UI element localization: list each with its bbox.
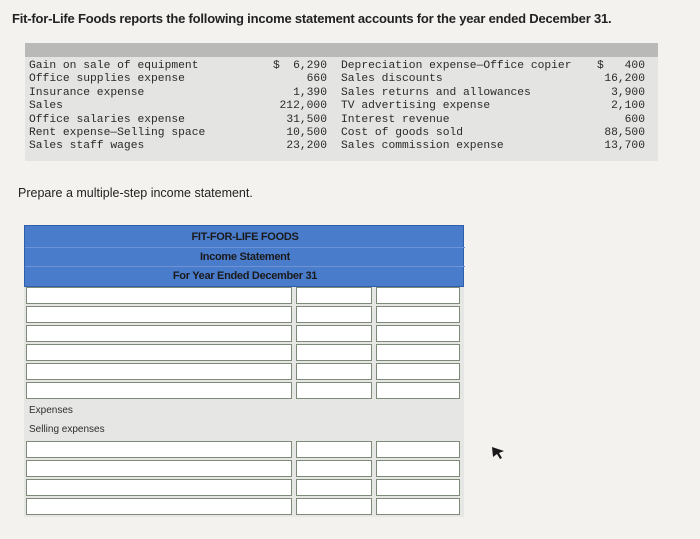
panel-top-bar [25, 43, 658, 57]
statement-row [24, 382, 464, 401]
total-input[interactable] [376, 479, 460, 496]
account-value: 212,000 [279, 100, 327, 113]
account-input[interactable] [26, 479, 292, 496]
statement-row [24, 498, 464, 517]
account-name: Sales returns and allowances [341, 86, 531, 99]
header-divider [25, 266, 465, 267]
left-account-names [29, 60, 205, 154]
instruction-text: Prepare a multiple-step income statement. [18, 186, 253, 200]
account-value: 600 [624, 113, 645, 126]
amount-input[interactable] [296, 441, 372, 458]
amount-input[interactable] [296, 479, 372, 496]
account-value: 1,390 [293, 86, 327, 99]
total-input[interactable] [376, 382, 460, 399]
account-name: Rent expense—Selling space [29, 127, 206, 140]
account-data-panel [25, 43, 658, 161]
account-input[interactable] [26, 498, 292, 515]
amount-input[interactable] [296, 344, 372, 361]
account-name: Sales discounts [341, 73, 443, 86]
statement-row [24, 344, 464, 363]
statement-header [24, 225, 464, 287]
company-name: FIT-FOR-LIFE FOODS [191, 231, 299, 243]
account-name: Depreciation expense—Office copier [341, 60, 572, 72]
statement-row [24, 479, 464, 498]
amount-input[interactable] [296, 382, 372, 399]
account-input[interactable] [26, 382, 292, 399]
account-name: Office salaries expense [29, 113, 185, 126]
mouse-cursor-icon [492, 447, 508, 461]
right-account-values [585, 60, 645, 154]
account-input[interactable] [26, 287, 292, 304]
selling-expenses-label: Selling expenses [29, 424, 105, 435]
account-value: 16,200 [604, 73, 645, 86]
question-text: Fit-for-Life Foods reports the following income statement accounts for the year ended December 31. [12, 11, 612, 26]
account-input[interactable] [26, 306, 292, 323]
header-divider [25, 247, 465, 248]
total-input[interactable] [376, 498, 460, 515]
statement-row [24, 287, 464, 306]
account-name: Gain on sale of equipment [29, 60, 199, 72]
account-name: Interest revenue [341, 113, 450, 126]
right-account-names [341, 60, 572, 154]
account-name: Cost of goods sold [341, 127, 464, 140]
account-name: Insurance expense [29, 86, 145, 99]
account-input[interactable] [26, 441, 292, 458]
account-value: 23,200 [286, 140, 327, 153]
statement-title: Income Statement [200, 251, 290, 263]
account-name: Office supplies expense [29, 73, 185, 86]
account-value: 3,900 [611, 86, 645, 99]
statement-row [24, 325, 464, 344]
total-input[interactable] [376, 344, 460, 361]
statement-row [24, 306, 464, 325]
account-value: 88,500 [604, 127, 645, 140]
account-name: Sales commission expense [341, 140, 504, 153]
account-input[interactable] [26, 344, 292, 361]
total-input[interactable] [376, 441, 460, 458]
amount-input[interactable] [296, 306, 372, 323]
account-name: TV advertising expense [341, 100, 491, 113]
account-value: 31,500 [286, 113, 327, 126]
dollar-sign-left: $ [273, 60, 280, 72]
statement-row [24, 363, 464, 382]
account-input[interactable] [26, 363, 292, 380]
account-input[interactable] [26, 325, 292, 342]
account-value: 6,290 [293, 60, 327, 72]
account-value: 2,100 [611, 100, 645, 113]
account-value: 400 [624, 60, 645, 72]
amount-input[interactable] [296, 363, 372, 380]
total-input[interactable] [376, 287, 460, 304]
income-statement-form [24, 225, 464, 517]
dollar-sign-right: $ [597, 60, 604, 72]
total-input[interactable] [376, 325, 460, 342]
account-value: 13,700 [604, 140, 645, 153]
expenses-label: Expenses [29, 405, 73, 416]
amount-input[interactable] [296, 287, 372, 304]
account-value: 660 [306, 73, 327, 86]
total-input[interactable] [376, 363, 460, 380]
account-name: Sales staff wages [29, 140, 145, 153]
account-name: Sales [29, 100, 63, 113]
account-input[interactable] [26, 460, 292, 477]
statement-period: For Year Ended December 31 [172, 270, 318, 282]
statement-row [24, 460, 464, 479]
account-value: 10,500 [286, 127, 327, 140]
total-input[interactable] [376, 460, 460, 477]
total-input[interactable] [376, 306, 460, 323]
left-account-values [265, 60, 327, 154]
amount-input[interactable] [296, 498, 372, 515]
amount-input[interactable] [296, 325, 372, 342]
statement-row [24, 441, 464, 460]
amount-input[interactable] [296, 460, 372, 477]
